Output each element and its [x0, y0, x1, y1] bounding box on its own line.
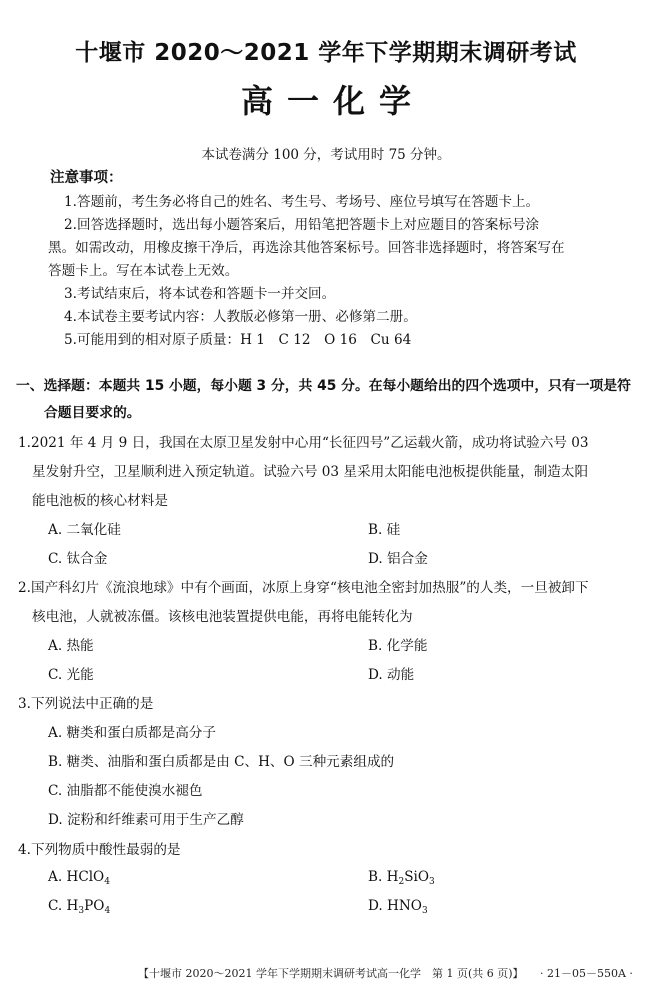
formula-subscript: 3 — [429, 877, 435, 887]
question-4-stem: 4.下列物质中酸性最弱的是 — [18, 842, 181, 858]
formula-subscript: 2 — [398, 877, 405, 887]
subject-title: 高一化学 — [240, 82, 425, 120]
question-3-option-c: C. 油脂都不能使溴水褪色 — [48, 783, 203, 799]
question-2-option-a: A. 热能 — [48, 638, 94, 654]
formula-text: PO — [84, 898, 105, 914]
question-3-option-b: B. 糖类、油脂和蛋白质都是由 C、H、O 三种元素组成的 — [48, 754, 395, 770]
notice-item: 4.本试卷主要考试内容：人教版必修第一册、必修第二册。 — [64, 309, 417, 325]
formula-text: SiO — [404, 869, 430, 885]
notice-heading: 注意事项： — [50, 170, 123, 186]
section-heading-cont: 合题目要求的。 — [44, 405, 141, 421]
notice-item: 2.回答选择题时，选出每小题答案后，用铅笔把答题卡上对应题目的答案标号涂 — [64, 217, 540, 233]
question-4-option-b — [368, 869, 435, 885]
formula-text: A. HClO — [48, 869, 105, 885]
question-2-option-d: D. 动能 — [368, 667, 415, 683]
question-2-option-c: C. 光能 — [48, 667, 94, 683]
question-4-option-c — [48, 898, 110, 914]
question-4-option-a — [48, 869, 110, 885]
question-1-option-d: D. 铝合金 — [368, 551, 428, 567]
paper-code: · 21－05－550A · — [540, 967, 633, 980]
question-2-option-b: B. 化学能 — [368, 638, 428, 654]
question-3-option-a: A. 糖类和蛋白质都是高分子 — [48, 725, 216, 741]
question-2-stem: 核电池，人就被冻僵。该核电池装置提供电能，再将电能转化为 — [32, 609, 413, 625]
formula-subscript: 4 — [104, 877, 110, 887]
question-1-stem: 星发射升空，卫星顺利进入预定轨道。试验六号 03 星采用太阳能电池板提供能量，制造太阳 — [32, 464, 589, 480]
notice-item: 黑。如需改动，用橡皮擦干净后，再选涂其他答案标号。回答非选择题时，将答案写在 — [48, 240, 565, 256]
exam-info: 本试卷满分 100 分，考试用时 75 分钟。 — [201, 147, 451, 163]
notice-item: 1.答题前，考生务必将自己的姓名、考生号、考场号、座位号填写在答题卡上。 — [64, 194, 540, 210]
question-1-option-c: C. 钛合金 — [48, 551, 108, 567]
formula-subscript: 3 — [421, 906, 428, 916]
formula-subscript: 4 — [104, 906, 111, 916]
formula-subscript: 3 — [78, 906, 85, 916]
question-3-stem: 3.下列说法中正确的是 — [18, 696, 154, 712]
formula-text: D. HNO — [368, 898, 422, 914]
question-1-option-a: A. 二氧化硅 — [48, 522, 121, 538]
notice-item: 5.可能用到的相对原子质量：H 1 C 12 O 16 Cu 64 — [64, 332, 412, 348]
question-2-stem: 2.国产科幻片《流浪地球》中有个画面，冰原上身穿“核电池全密封加热服”的人类，一旦被卸下 — [18, 580, 589, 596]
question-1-stem: 1.2021 年 4 月 9 日，我国在太原卫星发射中心用“长征四号”乙运载火箭，成功将试验六号 03 — [18, 435, 589, 451]
question-1-option-b: B. 硅 — [368, 522, 401, 538]
formula-text: B. H — [368, 869, 399, 885]
section-heading: 一、选择题：本题共 15 小题，每小题 3 分，共 45 分。在每小题给出的四个选项中，只有一项是符 — [16, 378, 631, 394]
page-footer: 【十堰市 2020～2021 学年下学期期末调研考试高一化学 第 1 页(共 6 页)】 — [138, 967, 524, 980]
question-4-option-d — [368, 898, 428, 914]
question-3-option-d: D. 淀粉和纤维素可用于生产乙醇 — [48, 812, 244, 828]
formula-text: C. H — [48, 898, 79, 914]
notice-item: 答题卡上。写在本试卷上无效。 — [48, 263, 239, 279]
question-1-stem: 能电池板的核心材料是 — [32, 493, 168, 509]
notice-item: 3.考试结束后，将本试卷和答题卡一并交回。 — [64, 286, 336, 302]
exam-title: 十堰市 2020～2021 学年下学期期末调研考试 — [75, 40, 577, 66]
